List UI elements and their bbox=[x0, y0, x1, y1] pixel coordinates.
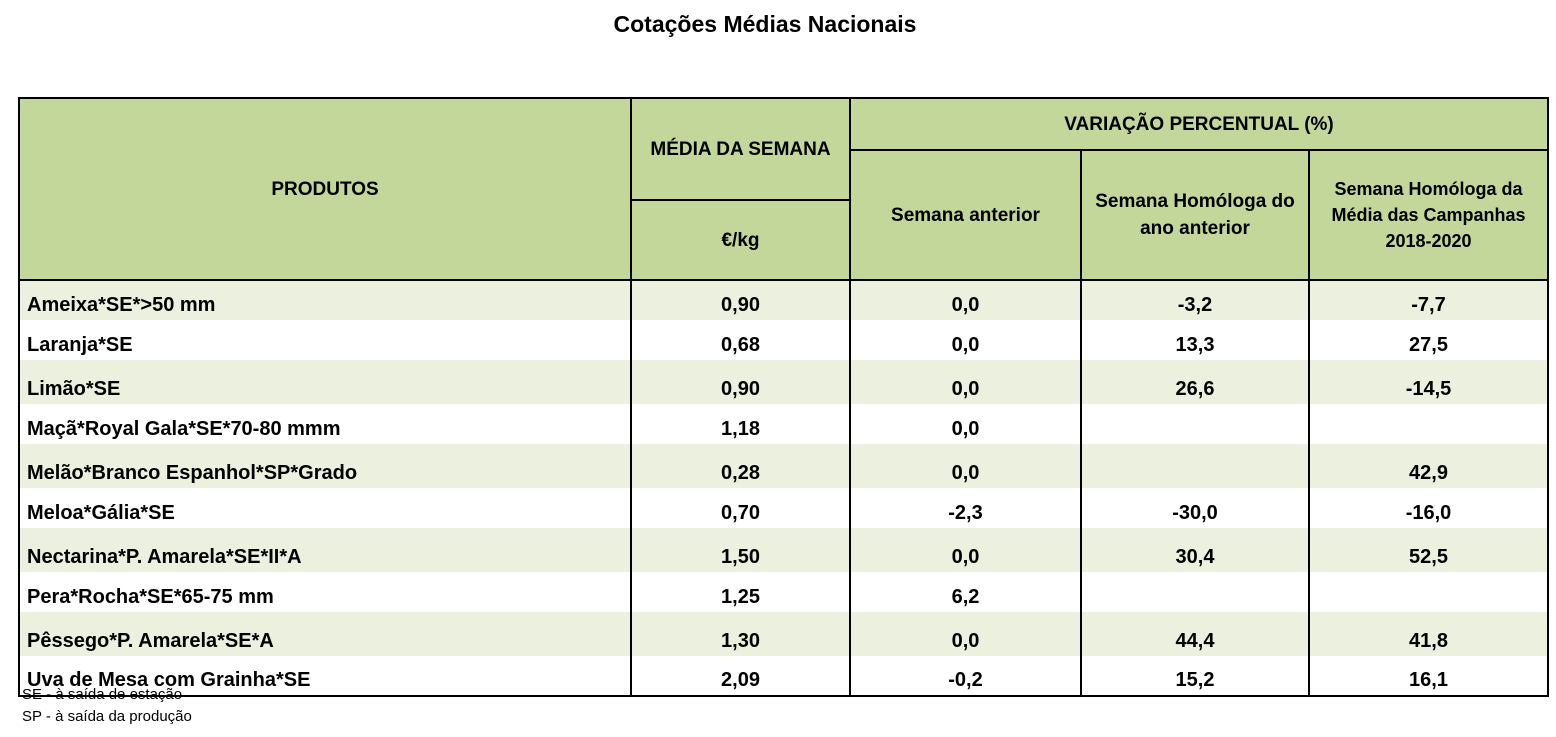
cell-media: 0,90 bbox=[631, 280, 850, 320]
header-produtos: PRODUTOS bbox=[19, 98, 631, 280]
cell-media: 0,68 bbox=[631, 320, 850, 360]
cell-produto: Pera*Rocha*SE*65-75 mm bbox=[19, 572, 631, 612]
cell-anterior: 0,0 bbox=[850, 280, 1081, 320]
header-anterior: Semana anterior bbox=[850, 150, 1081, 280]
cell-produto: Maçã*Royal Gala*SE*70-80 mmm bbox=[19, 404, 631, 444]
cell-anterior: 0,0 bbox=[850, 404, 1081, 444]
page-title: Cotações Médias Nacionais bbox=[613, 11, 917, 37]
table-row bbox=[19, 404, 1548, 444]
table-row bbox=[19, 488, 1548, 528]
cell-media: 1,30 bbox=[631, 612, 850, 656]
cell-homologa: -30,0 bbox=[1081, 488, 1309, 528]
cell-produto: Pêssego*P. Amarela*SE*A bbox=[19, 612, 631, 656]
cell-media: 0,70 bbox=[631, 488, 850, 528]
cell-anterior: 0,0 bbox=[850, 444, 1081, 488]
cell-media: 1,25 bbox=[631, 572, 850, 612]
cell-homologa bbox=[1081, 572, 1309, 612]
cell-campanhas: -14,5 bbox=[1309, 360, 1548, 404]
cell-anterior: 6,2 bbox=[850, 572, 1081, 612]
header-variacao: VARIAÇÃO PERCENTUAL (%) bbox=[850, 98, 1548, 150]
cell-homologa bbox=[1081, 404, 1309, 444]
cell-produto: Laranja*SE bbox=[19, 320, 631, 360]
cell-produto: Limão*SE bbox=[19, 360, 631, 404]
table-row bbox=[19, 444, 1548, 488]
cell-media: 1,18 bbox=[631, 404, 850, 444]
cell-homologa: 13,3 bbox=[1081, 320, 1309, 360]
cell-campanhas: -16,0 bbox=[1309, 488, 1548, 528]
cell-homologa: 26,6 bbox=[1081, 360, 1309, 404]
cell-anterior: 0,0 bbox=[850, 612, 1081, 656]
cell-media: 1,50 bbox=[631, 528, 850, 572]
cell-campanhas: 52,5 bbox=[1309, 528, 1548, 572]
cell-campanhas bbox=[1309, 572, 1548, 612]
cell-anterior: -0,2 bbox=[850, 656, 1081, 696]
table-row bbox=[19, 320, 1548, 360]
cell-campanhas: 41,8 bbox=[1309, 612, 1548, 656]
cell-homologa: 44,4 bbox=[1081, 612, 1309, 656]
table-row bbox=[19, 280, 1548, 320]
table-row bbox=[19, 528, 1548, 572]
footnote-se: SE - à saída de estação bbox=[22, 686, 183, 703]
cell-media: 0,28 bbox=[631, 444, 850, 488]
cell-campanhas: 42,9 bbox=[1309, 444, 1548, 488]
cell-campanhas: 16,1 bbox=[1309, 656, 1548, 696]
header-campanhas: Semana Homóloga da Média das Campanhas 2018-2020 bbox=[1309, 150, 1548, 280]
table-row bbox=[19, 572, 1548, 612]
cell-anterior: 0,0 bbox=[850, 528, 1081, 572]
footnote-sp: SP - à saída da produção bbox=[22, 708, 192, 725]
cell-campanhas: 27,5 bbox=[1309, 320, 1548, 360]
header-homologa: Semana Homóloga do ano anterior bbox=[1081, 150, 1309, 280]
cell-homologa bbox=[1081, 444, 1309, 488]
cell-homologa: 30,4 bbox=[1081, 528, 1309, 572]
cell-media: 0,90 bbox=[631, 360, 850, 404]
table-row bbox=[19, 612, 1548, 656]
table-row bbox=[19, 656, 1548, 696]
cell-produto: Melão*Branco Espanhol*SP*Grado bbox=[19, 444, 631, 488]
cell-anterior: 0,0 bbox=[850, 360, 1081, 404]
cell-produto: Meloa*Gália*SE bbox=[19, 488, 631, 528]
header-unit: €/kg bbox=[631, 200, 850, 280]
cell-produto: Ameixa*SE*>50 mm bbox=[19, 280, 631, 320]
cell-anterior: 0,0 bbox=[850, 320, 1081, 360]
cell-produto: Nectarina*P. Amarela*SE*II*A bbox=[19, 528, 631, 572]
cell-anterior: -2,3 bbox=[850, 488, 1081, 528]
cell-produto: Uva de Mesa com Grainha*SE bbox=[19, 656, 631, 696]
table-row bbox=[19, 360, 1548, 404]
header-media: MÉDIA DA SEMANA bbox=[631, 98, 850, 200]
cell-homologa: 15,2 bbox=[1081, 656, 1309, 696]
cell-media: 2,09 bbox=[631, 656, 850, 696]
prices-table bbox=[18, 97, 1549, 697]
cell-campanhas bbox=[1309, 404, 1548, 444]
cell-homologa: -3,2 bbox=[1081, 280, 1309, 320]
cell-campanhas: -7,7 bbox=[1309, 280, 1548, 320]
